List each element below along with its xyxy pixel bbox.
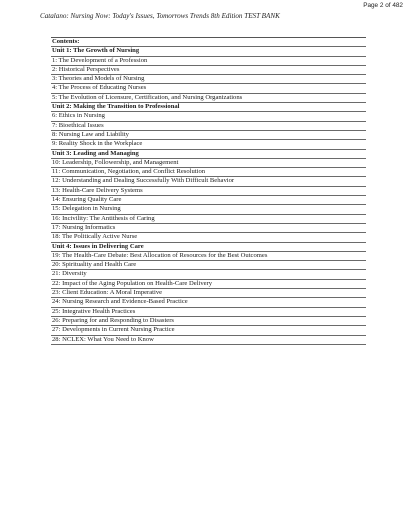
toc-entry: 21: Diversity (51, 270, 366, 279)
toc-heading: Unit 4: Issues in Delivering Care (51, 243, 366, 252)
toc-entry: 4: The Process of Educating Nurses (51, 84, 366, 93)
toc-entry: 26: Preparing for and Responding to Disasters (51, 317, 366, 326)
toc-entry: 7: Bioethical Issues (51, 122, 366, 131)
toc-heading: Unit 1: The Growth of Nursing (51, 47, 366, 56)
toc-entry: 27: Developments in Current Nursing Practice (51, 326, 366, 335)
toc-entry: 28: NCLEX: What You Need to Know (51, 336, 366, 345)
toc-entry: 8: Nursing Law and Liability (51, 131, 366, 140)
toc-heading: Unit 3: Leading and Managing (51, 150, 366, 159)
toc-entry: 14: Ensuring Quality Care (51, 196, 366, 205)
toc-entry: 2: Historical Perspectives (51, 66, 366, 75)
toc-entry: 5: The Evolution of Licensure, Certification, and Nursing Organizations (51, 94, 366, 103)
toc-entry: 10: Leadership, Followership, and Management (51, 159, 366, 168)
toc-entry: 3: Theories and Models of Nursing (51, 75, 366, 84)
toc-entry: 11: Communication, Negotiation, and Conflict Resolution (51, 168, 366, 177)
toc-entry: 16: Incivility: The Antithesis of Caring (51, 215, 366, 224)
toc-entry: 22: Impact of the Aging Population on Health-Care Delivery (51, 280, 366, 289)
toc-entry: 1: The Development of a Profession (51, 57, 366, 66)
toc-entry: 25: Integrative Health Practices (51, 308, 366, 317)
toc-entry: 20: Spirituality and Health Care (51, 261, 366, 270)
document-header: Catalano: Nursing Now: Today's Issues, Tomorrows Trends 8th Edition TEST BANK (40, 12, 280, 20)
toc-entry: 12: Understanding and Dealing Successfully With Difficult Behavior (51, 177, 366, 186)
toc-entry: 9: Reality Shock in the Workplace (51, 140, 366, 149)
toc-heading: Unit 2: Making the Transition to Professional (51, 103, 366, 112)
toc-entry: 24: Nursing Research and Evidence-Based Practice (51, 298, 366, 307)
toc-heading: Contents: (51, 38, 366, 47)
toc-entry: 6: Ethics in Nursing (51, 112, 366, 121)
toc-entry: 23: Client Education: A Moral Imperative (51, 289, 366, 298)
toc-entry: 13: Health-Care Delivery Systems (51, 187, 366, 196)
table-of-contents (51, 37, 366, 345)
toc-entry: 18: The Politically Active Nurse (51, 233, 366, 242)
page-counter: Page 2 of 482 (363, 2, 403, 9)
toc-entry: 15: Delegation in Nursing (51, 205, 366, 214)
toc-entry: 19: The Health-Care Debate: Best Allocation of Resources for the Best Outcomes (51, 252, 366, 261)
toc-entry: 17: Nursing Informatics (51, 224, 366, 233)
